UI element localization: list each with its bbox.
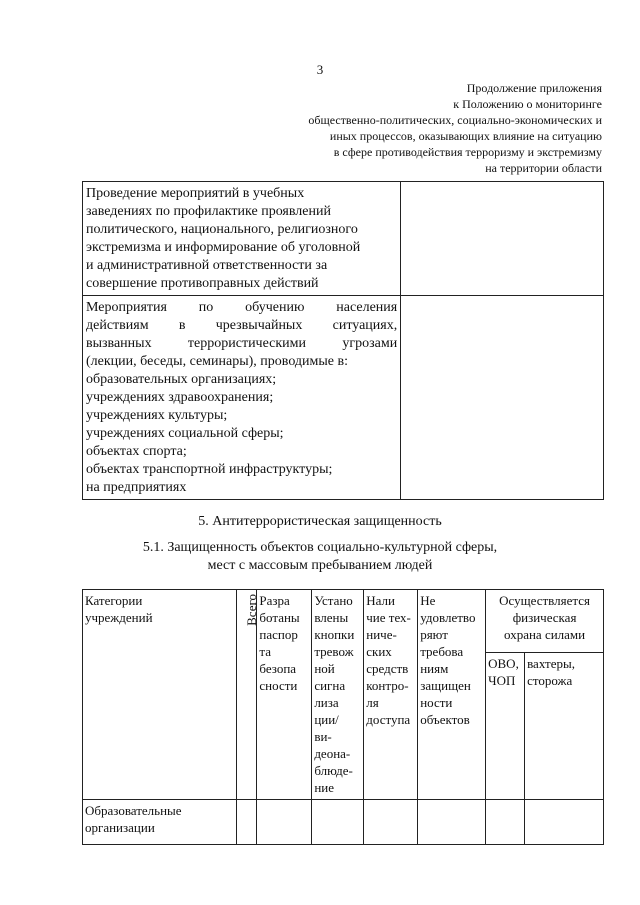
cell-line: и административной ответственности за	[86, 258, 328, 273]
header-line: ряют	[420, 627, 448, 642]
cell-line: образовательных организациях;	[86, 372, 277, 387]
page-number: 3	[316, 62, 324, 77]
row-label-line: организации	[85, 820, 155, 835]
header-line: ля	[366, 695, 379, 710]
cell-line: на предприятиях	[86, 480, 187, 495]
header-line: сторожа	[527, 673, 573, 688]
header-physical-guard	[486, 590, 604, 653]
header-line: Нали	[366, 593, 395, 608]
protection-table	[82, 589, 604, 845]
header-line: блюде-	[314, 763, 353, 778]
header-line: ЧОП	[488, 673, 516, 688]
cell-line: совершение противоправных действий	[86, 276, 319, 291]
header-line: защищен	[420, 678, 471, 693]
cell-line: Проведение мероприятий в учебных	[86, 186, 305, 201]
header-line: объектов	[420, 712, 470, 727]
appendix-header-note	[242, 80, 602, 176]
header-line: ОВО,	[488, 656, 519, 671]
word: в	[178, 318, 186, 333]
header-line: на территории области	[485, 161, 602, 175]
header-line: кнопки	[314, 627, 355, 642]
row-label-educational	[83, 800, 237, 845]
header-line: ции/	[314, 712, 339, 727]
header-line: общественно-политических, социально-экономических и	[308, 113, 602, 127]
cell-line: объектах спорта;	[86, 444, 187, 459]
empty-value-cell	[401, 182, 604, 296]
table-row	[83, 296, 604, 500]
header-watchmen	[525, 653, 604, 800]
header-passport	[257, 590, 312, 800]
header-line: сности	[259, 678, 298, 693]
header-line: ние	[314, 780, 334, 795]
header-line: паспор	[259, 627, 298, 642]
header-line: охрана силами	[504, 627, 586, 642]
header-line: Продолжение приложения	[466, 81, 602, 95]
header-line: ности	[420, 695, 453, 710]
word: чрезвычайных	[215, 318, 303, 333]
word: населения	[336, 300, 398, 315]
header-line: ной	[314, 661, 335, 676]
cell-line: заведениях по профилактике проявлений	[86, 204, 331, 219]
header-line: ботаны	[259, 610, 300, 625]
header-line: средств	[366, 661, 409, 676]
header-line: сигна	[314, 678, 346, 693]
cell-line: экстремизма и информирование об уголовной	[86, 240, 361, 255]
header-line: Разра	[259, 593, 290, 608]
word: ситуациях,	[332, 318, 398, 333]
header-line: удовлетво	[420, 610, 476, 625]
word: террористическими	[187, 336, 307, 351]
word: обучению	[245, 300, 305, 315]
cell-line: учреждениях социальной сферы;	[86, 426, 284, 441]
word: действиям	[86, 318, 149, 333]
header-line: Устано	[314, 593, 353, 608]
empty-value-cell	[401, 296, 604, 500]
cell-line: учреждениях здравоохранения;	[86, 390, 274, 405]
header-line: учреждений	[85, 610, 153, 625]
row-label-line: Образовательные	[85, 803, 182, 818]
table-cell	[486, 800, 525, 845]
header-line: та	[259, 644, 272, 659]
header-line: влены	[314, 610, 349, 625]
header-total	[236, 590, 257, 800]
activity-prevention-cell	[83, 182, 401, 296]
subsection-title-line: 5.1. Защищенность объектов социально-культурной сферы,	[142, 540, 498, 555]
cell-line	[86, 317, 397, 335]
table-row	[83, 182, 604, 296]
header-category	[83, 590, 237, 800]
header-line: ниям	[420, 661, 449, 676]
cell-line	[86, 335, 397, 353]
header-line: Категории	[85, 593, 143, 608]
header-line: в сфере противодействия терроризму и экстремизму	[333, 145, 602, 159]
header-line: ских	[366, 644, 392, 659]
section-title: 5. Антитеррористическая защищенность	[198, 514, 442, 529]
table-cell	[525, 800, 604, 845]
table-cell	[364, 800, 418, 845]
table-cell	[312, 800, 364, 845]
header-total-label: Всего	[243, 594, 259, 626]
header-line: к Положению о мониторинге	[453, 97, 602, 111]
word: угрозами	[342, 336, 398, 351]
header-line: требова	[420, 644, 464, 659]
word: по	[198, 300, 214, 315]
header-line: Осуществляется	[499, 593, 590, 608]
activities-table	[82, 181, 604, 500]
header-ovo-chop	[486, 653, 525, 800]
header-line: доступа	[366, 712, 411, 727]
word: вызванных	[86, 336, 152, 351]
header-line: деона-	[314, 746, 351, 761]
header-line: физическая	[512, 610, 577, 625]
table-cell	[418, 800, 486, 845]
cell-line	[86, 299, 397, 317]
subsection-title	[0, 539, 640, 575]
word: Мероприятия	[86, 300, 167, 315]
activity-training-cell	[83, 296, 401, 500]
cell-line: (лекции, беседы, семинары), проводимые в:	[86, 354, 349, 369]
header-alarm	[312, 590, 364, 800]
subsection-title-line: мест с массовым пребыванием людей	[207, 558, 433, 573]
table-header-row	[83, 590, 604, 653]
table-row	[83, 800, 604, 845]
header-line: тревож	[314, 644, 354, 659]
header-line: лиза	[314, 695, 339, 710]
header-unsatisfied	[418, 590, 486, 800]
header-line: контро-	[366, 678, 409, 693]
header-access-control	[364, 590, 418, 800]
header-line: вахтеры,	[527, 656, 575, 671]
header-line: Не	[420, 593, 436, 608]
header-line: ниче-	[366, 627, 397, 642]
cell-line: учреждениях культуры;	[86, 408, 228, 423]
cell-line: объектах транспортной инфраструктуры;	[86, 462, 333, 477]
table-cell	[257, 800, 312, 845]
cell-line: политического, национального, религиозного	[86, 222, 358, 237]
header-line: ви-	[314, 729, 332, 744]
table-cell	[236, 800, 257, 845]
header-line: безопа	[259, 661, 297, 676]
header-line: иных процессов, оказывающих влияние на ситуацию	[329, 129, 602, 143]
header-line: чие тех-	[366, 610, 411, 625]
